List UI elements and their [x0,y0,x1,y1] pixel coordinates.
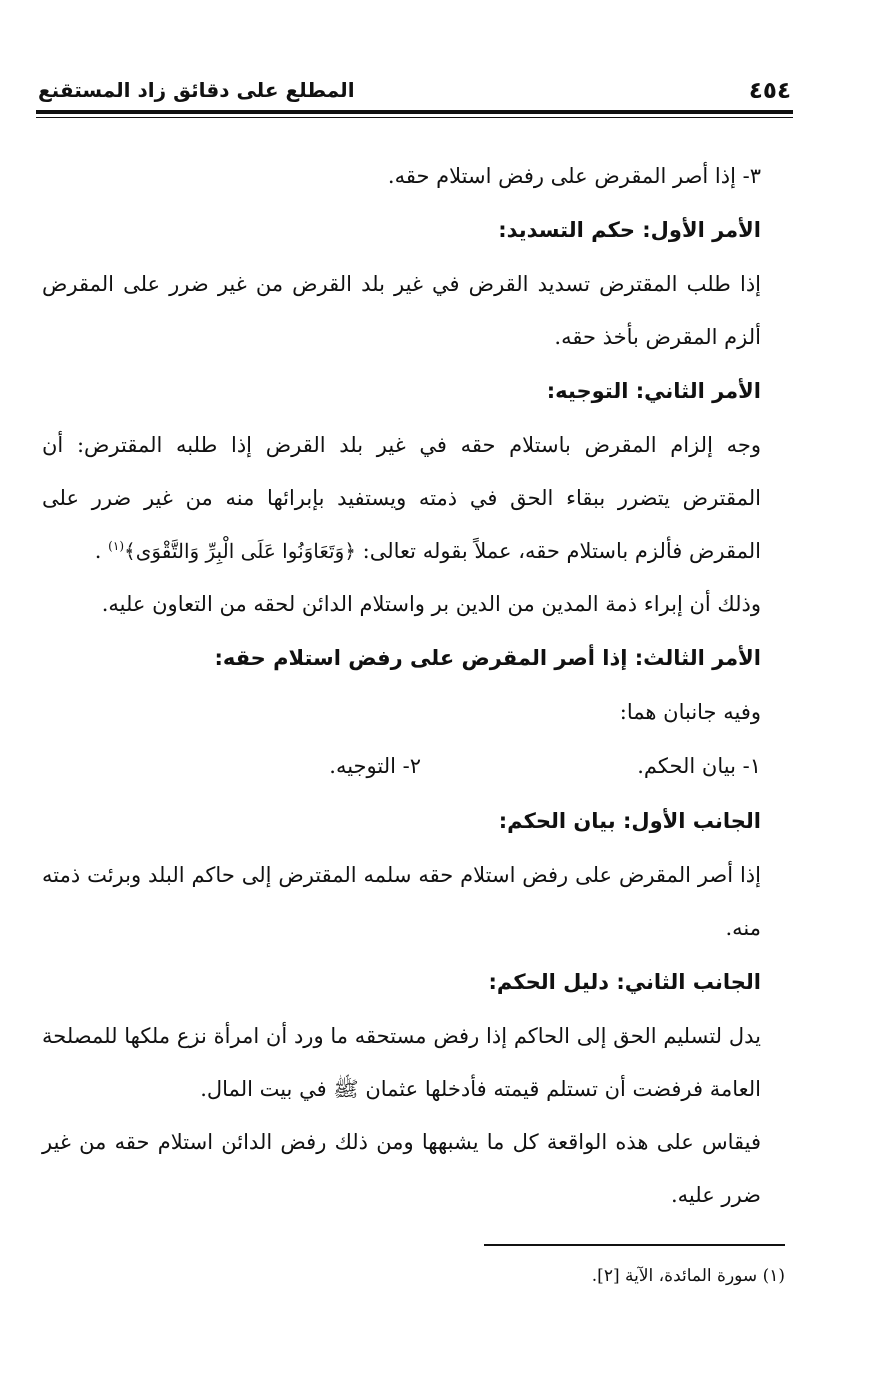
paragraph-6: يدل لتسليم الحق إلى الحاكم إذا رفض مستحقه ما ورد أن امرأة نزع ملكها للمصلحة العامة فرفضت أن تستلم قيمته فأدخلها عثمان ﷺ في بيت المال. [42,1024,761,1101]
aspects-list [42,739,761,794]
paragraph-3: وذلك أن إبراء ذمة المدين من الدين بر واستلام الدائن لحقه من التعاون عليه. [101,592,761,616]
paragraph-7: فيقاس على هذه الواقعة كل ما يشبهها ومن ذلك رفض الدائن استلام حقه من غير ضرر عليه. [42,1130,761,1207]
quran-verse: ﴿وَتَعَاوَنُوا عَلَى الْبِرِّ وَالتَّقْوَى﴾ [124,539,356,563]
running-title: المطلع على دقائق زاد المستقنع [38,78,355,102]
section-heading-1: الأمر الأول: حكم التسديد: [498,218,761,242]
header-rule-thin [36,117,793,118]
paragraph-1: إذا طلب المقترض تسديد القرض في غير بلد القرض من غير ضرر على المقرض ألزم المقرض بأخذ حقه. [42,272,761,349]
paragraph-4: وفيه جانبان هما: [619,700,761,724]
paragraph-2-end: . [94,539,102,563]
header-rule-thick [36,110,793,114]
footnote-marker[interactable]: (١) [108,539,124,553]
section-heading-4: الجانب الأول: بيان الحكم: [498,809,761,833]
paragraph-2 [42,419,761,578]
paragraph-2-text: وجه إلزام المقرض باستلام حقه في غير بلد القرض إذا طلبه المقترض: أن المقترض يتضرر ببقاء الحق في ذمته ويستفيد بإبرائها منه من غير ضرر على المقرض فألزم باستلام حقه، عملاً بقوله تعالى: [42,433,761,563]
page-header [36,72,793,108]
paragraph-5: إذا أصر المقرض على رفض استلام حقه سلمه المقترض إلى حاكم البلد وبرئت ذمته منه. [42,863,761,940]
list-item-3: ٣- إذا أصر المقرض على رفض استلام حقه. [387,164,761,188]
section-heading-5: الجانب الثاني: دليل الحكم: [488,970,761,994]
page-number: ٤٥٤ [748,78,791,104]
footnote-separator [484,1244,785,1246]
section-heading-2: الأمر الثاني: التوجيه: [546,379,761,403]
page-body [42,150,761,1222]
section-heading-3: الأمر الثالث: إذا أصر المقرض على رفض استلام حقه: [214,646,761,670]
list-item: ١- بيان الحكم. [637,754,761,778]
footnote: (١) سورة المائدة، الآية [٢]. [591,1266,785,1286]
list-item: ٢- التوجيه. [329,754,421,778]
